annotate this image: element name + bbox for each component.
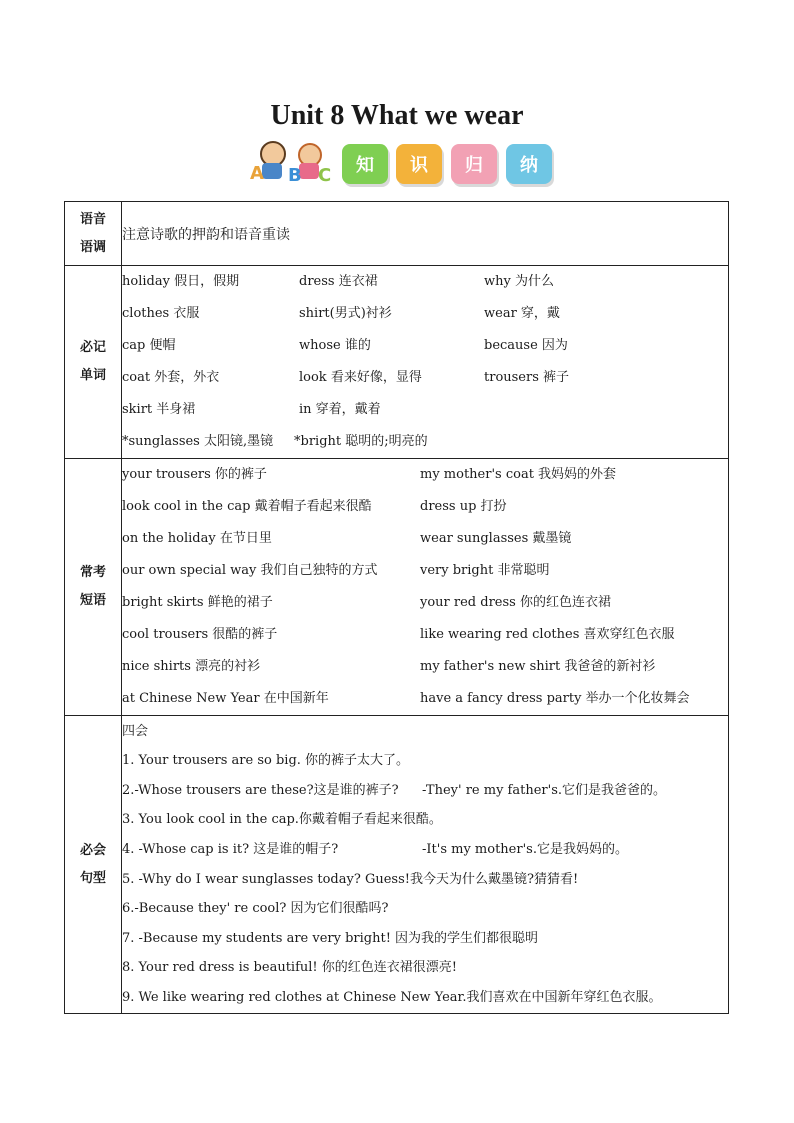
sentence-text: 3. You look cool in the cap.你戴着帽子看起来很酷。	[122, 812, 442, 828]
sentence-text: 9. We like wearing red clothes at Chinese New Year.我们喜欢在中国新年穿红色衣服。	[122, 989, 662, 1005]
vocab-item: look 看来好像，显得	[299, 370, 422, 385]
phrases-row	[65, 459, 729, 716]
vocab-item: *sunglasses 太阳镜,墨镜	[122, 434, 274, 449]
sentence-line	[122, 894, 728, 924]
banner-tile-4: 纳	[506, 144, 552, 184]
vocab-item: cap 便帽	[122, 338, 176, 353]
sentence-text: 7. -Because my students are very bright! 因为我的学生们都很聪明	[122, 930, 539, 946]
sentence-line	[122, 953, 728, 983]
phrase-item: bright skirts 鲜艳的裙子	[122, 595, 273, 610]
phrase-line	[122, 555, 728, 587]
vocab-item: holiday 假日，假期	[122, 274, 240, 289]
banner-tile-3: 归	[451, 144, 497, 184]
sentence-text: 8. Your red dress is beautiful! 你的红色连衣裙很漂亮!	[122, 960, 458, 976]
phrase-line	[122, 587, 728, 619]
vocab-line	[122, 266, 728, 298]
sentences-label: 必会 句型	[65, 716, 122, 1014]
banner-tile-2: 识	[396, 144, 442, 184]
phrase-line	[122, 651, 728, 683]
phrase-line	[122, 491, 728, 523]
sentence-text: 5. -Why do I wear sunglasses today? Guess!我今天为什么戴墨镜?猜猜看!	[122, 871, 579, 887]
letter-a: A	[250, 163, 264, 184]
vocab-item: *bright 聪明的;明亮的	[294, 434, 428, 449]
phrases-content	[122, 459, 729, 716]
vocab-item: in 穿着，戴着	[299, 402, 381, 417]
phrase-item: dress up 打扮	[420, 499, 507, 514]
phrase-item: my father's new shirt 我爸爸的新衬衫	[420, 659, 656, 674]
phrase-item: very bright 非常聪明	[420, 563, 550, 578]
vocab-item: whose 谁的	[299, 338, 371, 353]
sentence-line	[122, 924, 728, 954]
vocab-line	[122, 394, 728, 426]
phrase-item: at Chinese New Year 在中国新年	[122, 691, 329, 706]
summary-table	[64, 201, 729, 1014]
sentence-line	[122, 835, 728, 865]
intonation-label: 语音 语调	[65, 202, 122, 266]
phrase-line	[122, 619, 728, 651]
phrase-item: your red dress 你的红色连衣裙	[420, 595, 611, 610]
phrase-line	[122, 523, 728, 555]
intonation-content	[122, 202, 729, 266]
intonation-text: 注意诗歌的押韵和语音重读	[122, 226, 290, 243]
phrases-label: 常考 短语	[65, 459, 122, 716]
phrase-item: like wearing red clothes 喜欢穿红色衣服	[420, 627, 675, 642]
vocab-item: trousers 裤子	[484, 370, 570, 385]
vocab-item: skirt 半身裙	[122, 402, 196, 417]
vocab-item: because 因为	[484, 338, 568, 353]
sentence-line	[122, 805, 728, 835]
letter-c: C	[318, 165, 332, 186]
vocab-item: shirt(男式)衬衫	[299, 306, 392, 321]
sentences-heading: 四会	[122, 723, 149, 739]
sentence-line	[122, 776, 728, 806]
phrase-item: look cool in the cap 戴着帽子看起来很酷	[122, 499, 372, 514]
kids-abc-illustration	[248, 141, 340, 187]
sentence-text: 6.-Because they' re cool? 因为它们很酷吗?	[122, 901, 389, 917]
page-title: Unit 8 What we wear	[270, 100, 524, 131]
intonation-row	[65, 202, 729, 266]
sentence-line	[122, 746, 728, 776]
phrase-item: my mother's coat 我妈妈的外套	[420, 467, 617, 482]
sentence-text: 4. -Whose cap is it? 这是谁的帽子?	[122, 841, 339, 857]
phrase-item: wear sunglasses 戴墨镜	[420, 531, 572, 546]
vocab-item: dress 连衣裙	[299, 274, 378, 289]
vocab-item: coat 外套，外衣	[122, 370, 220, 385]
girl-body	[299, 163, 319, 179]
sentence-text: 1. Your trousers are so big. 你的裤子太大了。	[122, 753, 410, 769]
sentences-content	[122, 716, 729, 1014]
phrase-item: have a fancy dress party 举办一个化妆舞会	[420, 691, 690, 706]
sentence-reply: -They' re my father's.它们是我爸爸的。	[422, 782, 667, 798]
knowledge-summary-banner	[248, 141, 558, 187]
vocab-line	[122, 330, 728, 362]
vocab-line	[122, 298, 728, 330]
vocab-item: why 为什么	[484, 274, 554, 289]
vocab-line	[122, 426, 728, 458]
sentence-reply: -It's my mother's.它是我妈妈的。	[422, 841, 628, 857]
sentence-text: 2.-Whose trousers are these?这是谁的裤子?	[122, 782, 399, 798]
vocab-label: 必记 单词	[65, 266, 122, 459]
letter-b: B	[288, 165, 302, 186]
phrase-item: nice shirts 漂亮的衬衫	[122, 659, 261, 674]
phrase-line	[122, 683, 728, 715]
vocab-content	[122, 266, 729, 459]
boy-body	[262, 163, 282, 179]
vocab-item: wear 穿，戴	[484, 306, 560, 321]
phrase-item: cool trousers 很酷的裤子	[122, 627, 278, 642]
sentence-line	[122, 865, 728, 895]
phrase-item: your trousers 你的裤子	[122, 467, 267, 482]
vocab-line	[122, 362, 728, 394]
sentence-line	[122, 983, 728, 1013]
phrase-item: our own special way 我们自己独特的方式	[122, 563, 378, 578]
vocab-row	[65, 266, 729, 459]
phrase-item: on the holiday 在节日里	[122, 531, 272, 546]
vocab-item: clothes 衣服	[122, 306, 200, 321]
phrase-line	[122, 459, 728, 491]
banner-tile-1: 知	[342, 144, 388, 184]
sentences-row	[65, 716, 729, 1014]
